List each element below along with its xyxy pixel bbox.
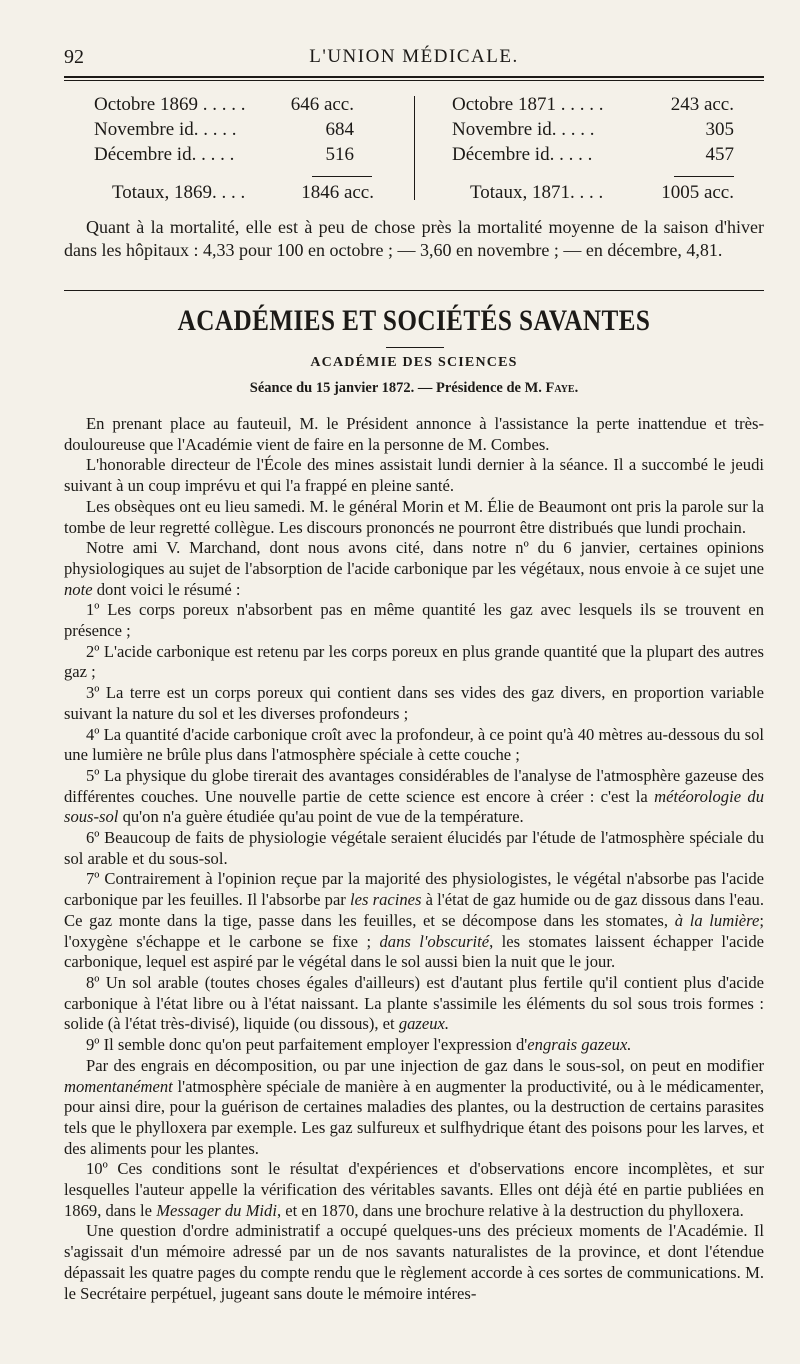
italic-run: engrais gazeux.	[527, 1035, 632, 1055]
president-name: Faye.	[545, 380, 579, 396]
stat-label: Octobre 1871 . . . . .	[452, 94, 604, 115]
paragraph: L'honorable directeur de l'École des mines assistait lundi dernier à la séance. Il a succombé le jeudi suivant à un coup imprévu et qui l'a frappé en pleine santé.	[64, 455, 764, 496]
list-item: 4º La quantité d'acide carbonique croît avec la profondeur, à ce point qu'à 40 mètres au-dessous du sol une lumière ne brûle plus dans l'atmosphère spéciale à cette couche ;	[64, 724, 764, 765]
page-header	[64, 46, 764, 74]
list-item: 2º L'acide carbonique est retenu par les corps poreux en plus grande quantité que la plupart des autres gaz ;	[64, 641, 764, 682]
stat-label: Décembre id. . . . .	[94, 144, 235, 165]
stat-total-label: Totaux, 1869. . . .	[112, 182, 246, 203]
stat-row	[94, 92, 394, 117]
stat-total-value: 1005 acc.	[661, 182, 734, 203]
paragraph: En prenant place au fauteuil, M. le Président annonce à l'assistance la perte inattendue et très-douloureuse que l'Académie vient de faire en la personne de M. Combes.	[64, 414, 764, 454]
list-item	[64, 1035, 764, 1056]
stat-value: 646 acc.	[290, 94, 354, 115]
list-item	[64, 1159, 764, 1221]
page-number: 92	[64, 46, 84, 68]
text-run: Notre ami V. Marchand, dont nous avons cité, dans notre nº du 6 janvier, certaines opinions physiologiques au sujet de l'absorption de l'acide carbonique par les végétaux, nous envoie à ce sujet une	[64, 538, 764, 578]
article-body	[64, 414, 764, 1304]
stat-label: Octobre 1869 . . . . .	[94, 94, 246, 115]
stats-column-1869	[94, 92, 394, 203]
text-run: 7º Contrairement à l'opinion reçue par la majorité des physiologistes, le végétal n'absorbe pas l'acide carbonique par les feuilles. Il l'absorbe par	[64, 869, 764, 910]
stat-total-value: 1846 acc.	[301, 182, 374, 203]
italic-run: météorologie du sous-sol	[64, 786, 764, 827]
list-item: 1º Les corps poreux n'absorbent pas en même quantité les gaz avec lesquels ils se trouvent en présence ;	[64, 600, 764, 641]
statistics-table	[88, 92, 750, 204]
text-run: ; l'oxygène s'échappe et le carbone se fixe ;	[64, 910, 765, 951]
text-run: qu'on n'a guère étudiée qu'au point de vue de la température.	[122, 807, 524, 827]
text-run: 8º Un sol arable (toutes choses égales d'ailleurs) est d'autant plus fertile qu'il contient plus d'acide carbonique à l'état libre ou à l'état naissant. La plante s'assimile les éléments du sol sous trois formes : solide (à l'état très-divisé), liquide (ou dissous), et	[64, 972, 764, 1034]
stat-label: Novembre id. . . . .	[452, 119, 595, 140]
italic-run: note	[64, 579, 93, 599]
text-run: , et en 1870, dans une brochure relative à la destruction du phylloxera.	[276, 1200, 744, 1220]
mortality-paragraph	[64, 216, 764, 261]
stat-row	[94, 117, 394, 142]
stat-total-row	[452, 180, 742, 205]
italic-run: momentanément	[64, 1076, 173, 1096]
session-text: Séance du 15 janvier 1872. — Présidence de M.	[249, 380, 542, 396]
session-line	[64, 380, 764, 397]
text-run: 5º La physique du globe tirerait des avantages considérables de l'analyse de l'atmosphère gazeuse des différentes couches. Une nouvelle partie de cette science est encore à créer : c'est la	[64, 765, 764, 806]
paragraph: Les obsèques ont eu lieu samedi. M. le général Morin et M. Élie de Beaumont ont pris la parole sur la tombe de leur regretté collègue. Les discours prononcés ne pourront être distribués que lundi prochain.	[64, 496, 764, 537]
text-run: l'atmosphère spéciale de manière à en augmenter la productivité, ou à le médicamenter, pour ainsi dire, pour la guérison de certaines maladies des plantes, ou la destruction de certains parasites tels que le phylloxera par exemple. Les gaz sulfureux et sulfhydrique étant des poisons pour les larves, et des aliments pour les plantes.	[64, 1076, 764, 1158]
stat-label: Novembre id. . . . .	[94, 119, 237, 140]
list-item: 6º Beaucoup de faits de physiologie végétale seraient élucidés par l'étude de l'atmosphère spéciale du sol arable et du sous-sol.	[64, 828, 764, 868]
column-divider	[414, 96, 415, 200]
section-title: ACADÉMIES ET SOCIÉTÉS SAVANTES	[177, 304, 651, 337]
list-item	[64, 766, 764, 828]
paragraph	[64, 1056, 764, 1160]
stat-row	[94, 142, 394, 167]
text-run: 10º Ces conditions sont le résultat d'expériences et d'observations encore incomplètes, et sur lesquelles l'auteur appelle la vérification des véritables savants. Elles ont déjà été en partie publiées en 1869, dans le	[64, 1159, 764, 1220]
paragraph: Une question d'ordre administratif a occupé quelques-uns des précieux moments de l'Académie. Il s'agissait d'un mémoire adressé par un de nos savants naturalistes de la province, et dont l'étendue dépassait les quatre pages du compte rendu que le règlement accorde à ces sortes de communications. M. le Secrétaire perpétuel, jugeant sans doute le mémoire intéres-	[64, 1221, 764, 1303]
subsection-title: ACADÉMIE DES SCIENCES	[310, 355, 518, 370]
stat-value: 305	[705, 119, 734, 140]
stat-total-row	[94, 180, 394, 205]
stat-row	[452, 117, 742, 142]
sum-rule	[674, 176, 734, 177]
italic-run: dans l'obscurité	[379, 931, 490, 951]
italic-run: les racines	[350, 890, 422, 910]
list-item	[64, 973, 764, 1035]
stat-total-label: Totaux, 1871. . . .	[470, 182, 604, 203]
stat-row	[452, 142, 742, 167]
stat-value: 516	[325, 144, 354, 165]
text-run: à l'état de gaz humide ou de gaz dissous dans l'eau. Ce gaz monte dans la tige, passe dans les feuilles, et se décompose dans les stomates,	[64, 890, 764, 930]
section-rule	[64, 290, 764, 291]
list-item: 3º La terre est un corps poreux qui contient dans ses vides des gaz divers, en proportion variable suivant la nature du sol et les diverses profondeurs ;	[64, 683, 764, 723]
stat-value: 243 acc.	[670, 94, 734, 115]
list-item	[64, 869, 764, 973]
text-run: , les stomates laissent échapper l'acide carbonique, lequel est aspiré par le végétal dans le sol aussi bien la nuit que le jour.	[64, 931, 764, 972]
text-run: dont voici le résumé :	[96, 579, 241, 599]
sum-rule	[312, 176, 372, 177]
text-run: Par des engrais en décomposition, ou par une injection de gaz dans le sous-sol, on peut en modifier	[86, 1055, 764, 1075]
paragraph	[64, 538, 764, 600]
stat-row	[452, 92, 742, 117]
running-title: L'UNION MÉDICALE.	[309, 46, 519, 67]
stat-label: Décembre id. . . . .	[452, 144, 593, 165]
text-run: 9º Il semble donc qu'on peut parfaitement employer l'expression d'	[86, 1035, 528, 1055]
paragraph: Quant à la mortalité, elle est à peu de chose près la mortalité moyenne de la saison d'hiver dans les hôpitaux : 4,33 pour 100 en octobre ; — 3,60 en novembre ; — en décembre, 4,81.	[64, 217, 764, 260]
header-rule	[64, 76, 764, 81]
italic-run: Messager du Midi	[156, 1200, 277, 1220]
italic-run: à la lumière	[674, 910, 760, 930]
italic-run: gazeux.	[398, 1014, 450, 1034]
stat-value: 684	[325, 119, 354, 140]
title-rule	[386, 347, 444, 348]
stats-column-1871	[452, 92, 742, 203]
stat-value: 457	[705, 144, 734, 165]
